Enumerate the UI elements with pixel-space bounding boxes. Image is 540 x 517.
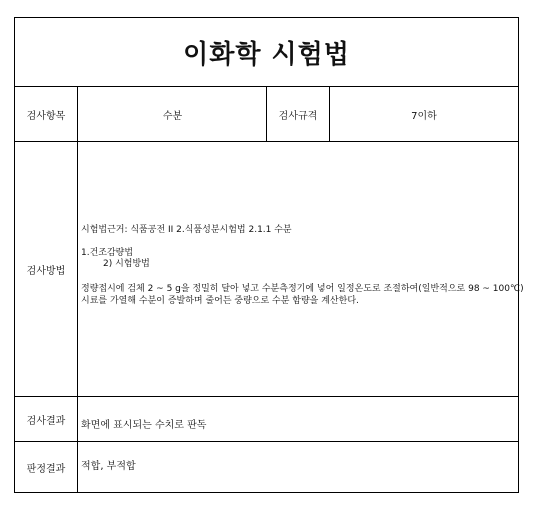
judgement-row — [15, 442, 518, 492]
judgement-label: 판정결과 — [15, 442, 78, 492]
inspection-item-value: 수분 — [162, 110, 183, 122]
method-line-2: 시료를 가열해 수분이 증발하며 줄어든 중량으로 수분 함량을 계산한다. — [81, 296, 359, 306]
spec-value: 7이하 — [411, 110, 437, 122]
method-section: 1.건조감량법 — [81, 248, 134, 258]
inspection-item-label: 검사항목 — [15, 87, 78, 141]
result-value: 화면에 표시되는 수치로 판독 — [81, 420, 207, 431]
method-subsection: 2) 시험방법 — [103, 259, 150, 269]
judgement-value: 적합, 부적합 — [81, 461, 136, 472]
result-label: 검사결과 — [15, 397, 78, 441]
method-label: 검사방법 — [15, 142, 78, 396]
spec-label: 검사규격 — [278, 110, 318, 122]
method-basis: 시험법근거: 식품공전 II 2.식품성분시험법 2.1.1 수분 — [81, 225, 292, 235]
test-method-sheet — [14, 17, 524, 493]
method-row — [15, 142, 524, 397]
inspection-item-row — [15, 87, 518, 142]
page-title: 이화학 시험법 — [15, 18, 518, 87]
result-row — [15, 397, 518, 442]
method-line-1: 정량접시에 검체 2 ~ 5 g을 정밀히 달아 넣고 수분측정기에 넣어 일정온도로 조절하여(일반적으로 98 ~ 100℃) — [81, 284, 524, 294]
